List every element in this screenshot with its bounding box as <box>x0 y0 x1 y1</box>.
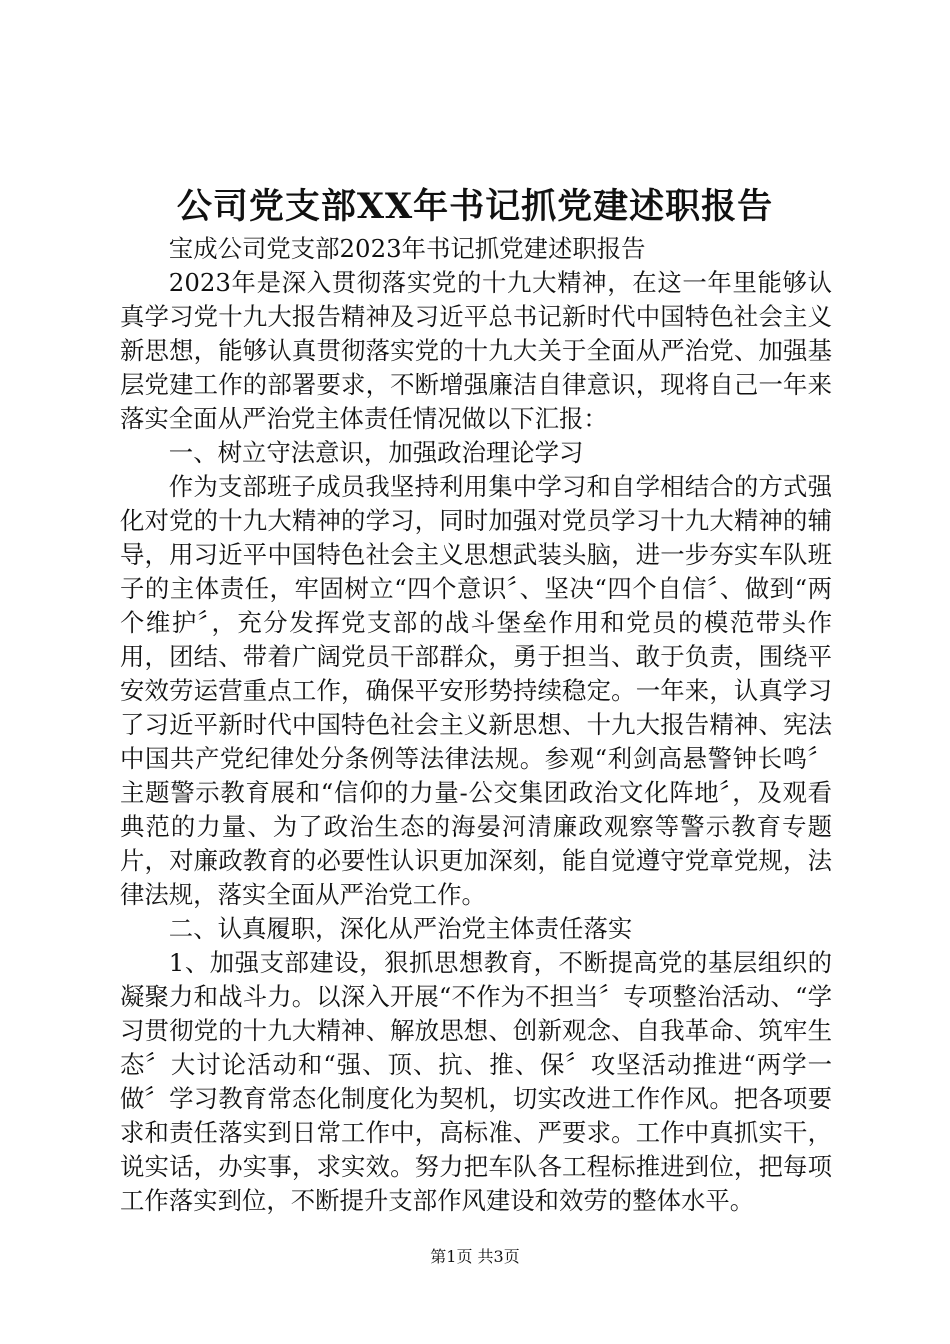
page-footer <box>0 1246 950 1268</box>
page-indicator: 第1页 共3页 <box>430 1247 520 1266</box>
section-heading-1: 一、树立守法意识，加强政治理论学习 <box>168 438 584 467</box>
section-heading-2: 二、认真履职，深化从严治党主体责任落实 <box>168 914 633 943</box>
paragraph-section-1: 作为支部班子成员我坚持利用集中学习和自学相结合的方式强化对党的十九大精神的学习，同时加强对党员学习十九大精神的辅导，用习近平中国特色社会主义思想武装头脑，进一步夯实车队班子的主体责任，牢固树立“四个意识〞、坚决“四个自信〞、做到“两个维护〞，充分发挥党支部的战斗堡垒作用和党员的模范带头作用，团结、带着广阔党员干部群众，勇于担当、敢于负责，围绕平安效劳运营重点工作，确保平安形势持续稳定。一年来，认真学习了习近平新时代中国特色社会主义新思想、十九大报告精神、宪法中国共产党纪律处分条例等法律法规。参观“利剑高悬警钟长鸣〞主题警示教育展和“信仰的力量-公交集团政治文化阵地〞，及观看典范的力量、为了政治生态的海晏河清廉政观察等警示教育专题片，对廉政教育的必要性认识更加深刻，能自觉遵守党章党规，法律法规，落实全面从严治党工作。 <box>120 472 832 909</box>
paragraph-section-2-item-1: 1、加强支部建设，狠抓思想教育，不断提高党的基层组织的凝聚力和战斗力。以深入开展“不作为不担当〞专项整治活动、“学习贯彻党的十九大精神、解放思想、创新观念、自我革命、筑牢生态〞大讨论活动和“强、顶、抗、推、保〞攻坚活动推进“两学一做〞学习教育常态化制度化为契机，切实改进工作作风。把各项要求和责任落实到日常工作中，高标准、严要求。工作中真抓实干，说实话，办实事，求实效。努力把车队各工程标推进到位，把每项工作落实到位，不断提升支部作风建设和效劳的整体水平。 <box>120 948 832 1215</box>
document-title: 公司党支部XX年书记抓党建述职报告 <box>176 186 774 227</box>
paragraph-intro: 2023年是深入贯彻落实党的十九大精神，在这一年里能够认真学习党十九大报告精神及习近平总书记新时代中国特色社会主义新思想，能够认真贯彻落实党的十九大关于全面从严治党、加强基层党建工作的部署要求，不断增强廉洁自律意识，现将自己一年来落实全面从严治党主体责任情况做以下汇报： <box>120 268 832 433</box>
paragraph-subtitle: 宝成公司党支部2023年书记抓党建述职报告 <box>168 234 646 263</box>
document-body <box>120 232 832 1218</box>
